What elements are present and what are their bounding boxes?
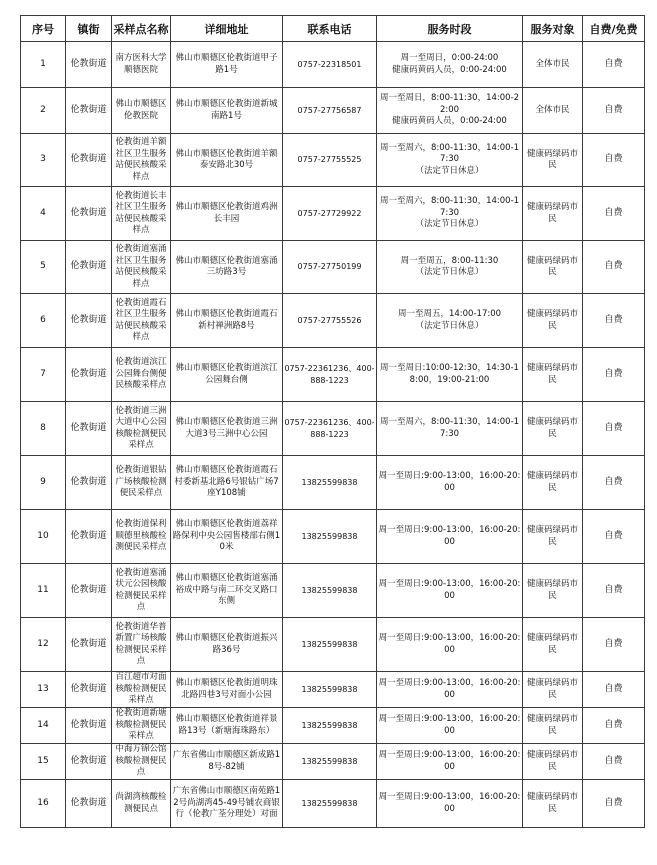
row-number-cell: 1 [21,42,66,88]
site-name-cell: 南方医科大学顺德医院 [112,42,171,88]
service-target-cell: 健康码绿码市民 [523,294,583,348]
fee-cell: 自费 [583,294,645,348]
service-target-cell: 健康码绿码市民 [523,187,583,241]
service-target-cell: 健康码绿码市民 [523,402,583,456]
phone-cell: 13825599838 [283,708,377,744]
service-target-cell: 健康码绿码市民 [523,744,583,780]
site-name-cell: 伦教街道塞涌状元公园核酸检测便民采样点 [112,564,171,618]
service-target-cell: 健康码绿码市民 [523,672,583,708]
site-name-cell: 佛山市顺德区伦教医院 [112,88,171,134]
service-hours-cell: 周一至周日:9:00-13:00，16:00-20:00 [377,672,523,708]
row-number-cell: 13 [21,672,66,708]
service-hours-cell: 周一至周日:10:00-12:30，14:30-18:00，19:00-21:00 [377,348,523,402]
header-cell: 采样点名称 [112,16,171,42]
table-row [21,456,645,510]
phone-cell: 13825599838 [283,564,377,618]
header-cell: 联系电话 [283,16,377,42]
service-hours-cell: 周一至周日，0:00-24:00 健康码黄码人员，0:00-24:00 [377,42,523,88]
row-number-cell: 9 [21,456,66,510]
site-name-cell: 尚湖湾核酸检测便民点 [112,780,171,828]
header-cell: 详细地址 [171,16,283,42]
phone-cell: 13825599838 [283,744,377,780]
address-cell: 佛山市顺德区伦教街道三洲大道3号三洲中心公园 [171,402,283,456]
service-target-cell: 全体市民 [523,42,583,88]
page [20,15,644,828]
site-name-cell: 伦教街道塞涌社区卫生服务站便民核酸采样点 [112,241,171,294]
service-hours-cell: 周一至周日:9:00-13:00，16:00-20:00 [377,708,523,744]
site-name-cell: 伦教街道霞石社区卫生服务站便民核酸采样点 [112,294,171,348]
town-cell: 伦教街道 [66,241,112,294]
site-name-cell: 伦教街道新塘核酸检测便民采样点 [112,708,171,744]
address-cell: 佛山市顺德区伦教街道甲子路1号 [171,42,283,88]
service-hours-cell: 周一至周日:9:00-13:00，16:00-20:00 [377,780,523,828]
phone-cell: 13825599838 [283,510,377,564]
town-cell: 伦教街道 [66,564,112,618]
table-row [21,780,645,828]
table-row [21,618,645,672]
fee-cell: 自费 [583,42,645,88]
phone-cell: 0757-22361236、400-888-1223 [283,348,377,402]
row-number-cell: 5 [21,241,66,294]
address-cell: 佛山市顺德区伦教街道新城南路1号 [171,88,283,134]
table-row [21,510,645,564]
table-row [21,294,645,348]
fee-cell: 自费 [583,618,645,672]
service-hours-cell: 周一至周五，14:00-17:00 （法定节日休息） [377,294,523,348]
phone-cell: 0757-27755526 [283,294,377,348]
town-cell: 伦教街道 [66,402,112,456]
service-target-cell: 健康码绿码市民 [523,780,583,828]
phone-cell: 0757-27755525 [283,134,377,187]
service-target-cell: 健康码绿码市民 [523,564,583,618]
phone-cell: 0757-22361236、400-888-1223 [283,402,377,456]
table-row [21,672,645,708]
site-name-cell: 伦教街道三洲大道中心公园核酸检测便民采样点 [112,402,171,456]
fee-cell: 自费 [583,134,645,187]
address-cell: 广东省佛山市顺德区南苑路12号尚湖湾45-49号铺农商银行（伦教广荃分理处）对面 [171,780,283,828]
address-cell: 佛山市顺德区伦教街道霞石新村禅洲路8号 [171,294,283,348]
site-name-cell: 伦教街道滨江公园舞台侧便民核酸采样点 [112,348,171,402]
site-name-cell: 伦教街道华普新置广场核酸检测便民采样点 [112,618,171,672]
service-hours-cell: 周一至周日，8:00-11:30，14:00-22:00 健康码黄码人员，0:00-24:00 [377,88,523,134]
address-cell: 佛山市顺德区伦教街道荔祥路保利中央公园售楼部右侧10米 [171,510,283,564]
phone-cell: 0757-27729922 [283,187,377,241]
fee-cell: 自费 [583,187,645,241]
fee-cell: 自费 [583,780,645,828]
table-row [21,744,645,780]
address-cell: 佛山市顺德区伦教街道明珠北路四巷3号对面小公园 [171,672,283,708]
fee-cell: 自费 [583,348,645,402]
table-row [21,88,645,134]
fee-cell: 自费 [583,564,645,618]
town-cell: 伦教街道 [66,780,112,828]
service-hours-cell: 周一至周日:9:00-13:00，16:00-20:00 [377,456,523,510]
sampling-points-table [20,15,645,828]
header-cell: 序号 [21,16,66,42]
site-name-cell: 伦教街道保利顺德里核酸检测便民采样点 [112,510,171,564]
service-target-cell: 健康码绿码市民 [523,134,583,187]
header-cell: 自费/免费 [583,16,645,42]
phone-cell: 13825599838 [283,672,377,708]
service-target-cell: 健康码绿码市民 [523,618,583,672]
row-number-cell: 14 [21,708,66,744]
service-hours-cell: 周一至周六，8:00-11:30，14:00-17:30 （法定节日休息） [377,134,523,187]
service-hours-cell: 周一至周六，8:00-11:30，14:00-17:30 [377,402,523,456]
site-name-cell: 伦教街道羊额社区卫生服务站便民核酸采样点 [112,134,171,187]
table-row [21,241,645,294]
address-cell: 佛山市顺德区伦教街道羊额泰安路北30号 [171,134,283,187]
service-target-cell: 健康码绿码市民 [523,708,583,744]
row-number-cell: 4 [21,187,66,241]
row-number-cell: 2 [21,88,66,134]
fee-cell: 自费 [583,402,645,456]
header-cell: 服务时段 [377,16,523,42]
header-cell: 镇街 [66,16,112,42]
site-name-cell: 中海万锦公馆核酸检测便民点 [112,744,171,780]
phone-cell: 13825599838 [283,618,377,672]
header-row [21,16,645,42]
town-cell: 伦教街道 [66,510,112,564]
service-target-cell: 健康码绿码市民 [523,510,583,564]
address-cell: 佛山市顺德区伦教街道振兴路36号 [171,618,283,672]
address-cell: 佛山市顺德区伦教街道祥景路13号（新塘海珠路东） [171,708,283,744]
row-number-cell: 16 [21,780,66,828]
phone-cell: 0757-27756587 [283,88,377,134]
fee-cell: 自费 [583,744,645,780]
fee-cell: 自费 [583,241,645,294]
address-cell: 佛山市顺德区伦教街道霞石村委新基北路6号银钻广场7座Y108铺 [171,456,283,510]
town-cell: 伦教街道 [66,134,112,187]
site-name-cell: 伦教街道长丰社区卫生服务站便民核酸采样点 [112,187,171,241]
site-name-cell: 百江超市对面核酸检测便民采样点 [112,672,171,708]
table-row [21,348,645,402]
fee-cell: 自费 [583,456,645,510]
table-row [21,708,645,744]
table-row [21,134,645,187]
fee-cell: 自费 [583,510,645,564]
town-cell: 伦教街道 [66,294,112,348]
service-hours-cell: 周一至周日:9:00-13:00，16:00-20:00 [377,618,523,672]
town-cell: 伦教街道 [66,187,112,241]
service-hours-cell: 周一至周日:9:00-13:00，16:00-20:00 [377,744,523,780]
row-number-cell: 10 [21,510,66,564]
town-cell: 伦教街道 [66,348,112,402]
town-cell: 伦教街道 [66,708,112,744]
phone-cell: 0757-22318501 [283,42,377,88]
town-cell: 伦教街道 [66,618,112,672]
town-cell: 伦教街道 [66,744,112,780]
fee-cell: 自费 [583,708,645,744]
row-number-cell: 8 [21,402,66,456]
fee-cell: 自费 [583,88,645,134]
service-hours-cell: 周一至周日:9:00-13:00，16:00-20:00 [377,564,523,618]
service-hours-cell: 周一至周六，8:00-11:30，14:00-17:30 （法定节日休息） [377,187,523,241]
address-cell: 佛山市顺德区伦教街道鸡洲长丰园 [171,187,283,241]
service-hours-cell: 周一至周日:9:00-13:00，16:00-20:00 [377,510,523,564]
header-cell: 服务对象 [523,16,583,42]
address-cell: 佛山市顺德区伦教街道塞涌三坊路3号 [171,241,283,294]
phone-cell: 0757-27750199 [283,241,377,294]
phone-cell: 13825599838 [283,456,377,510]
row-number-cell: 3 [21,134,66,187]
table-row [21,42,645,88]
row-number-cell: 15 [21,744,66,780]
address-cell: 广东省佛山市顺德区新成路18号-82铺 [171,744,283,780]
row-number-cell: 7 [21,348,66,402]
table-row [21,402,645,456]
address-cell: 佛山市顺德区伦教街道滨江公园舞台侧 [171,348,283,402]
service-target-cell: 健康码绿码市民 [523,348,583,402]
town-cell: 伦教街道 [66,456,112,510]
service-hours-cell: 周一至周五，8:00-11:30 （法定节日休息） [377,241,523,294]
town-cell: 伦教街道 [66,42,112,88]
row-number-cell: 11 [21,564,66,618]
site-name-cell: 伦教街道银钻广场核酸检测便民采样点 [112,456,171,510]
row-number-cell: 6 [21,294,66,348]
fee-cell: 自费 [583,672,645,708]
town-cell: 伦教街道 [66,672,112,708]
service-target-cell: 健康码绿码市民 [523,241,583,294]
service-target-cell: 健康码绿码市民 [523,456,583,510]
town-cell: 伦教街道 [66,88,112,134]
table-row [21,187,645,241]
phone-cell: 13825599838 [283,780,377,828]
row-number-cell: 12 [21,618,66,672]
table-row [21,564,645,618]
service-target-cell: 全体市民 [523,88,583,134]
address-cell: 佛山市顺德区伦教街道塞涌裕成中路与南二环交叉路口东侧 [171,564,283,618]
